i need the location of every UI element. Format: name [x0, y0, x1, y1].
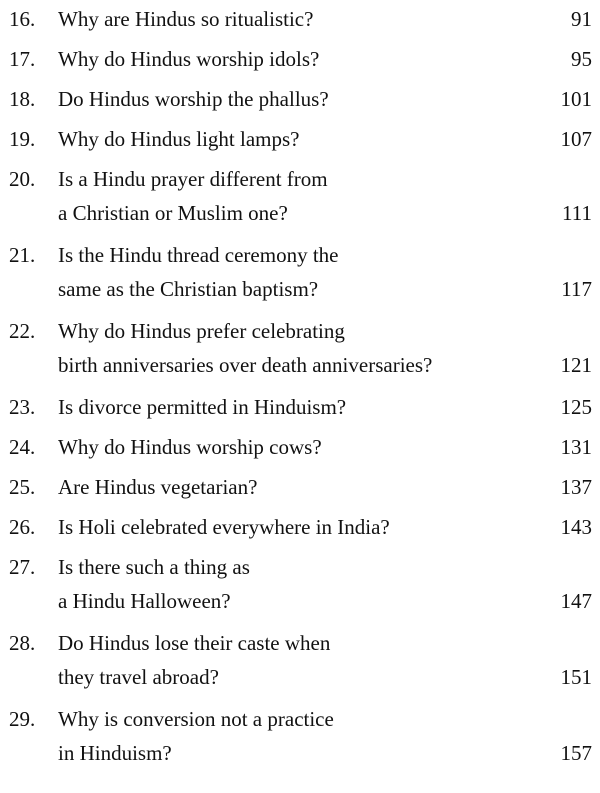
toc-entry-page-number: 101	[560, 87, 592, 111]
toc-entry-title	[58, 702, 518, 770]
toc-entry-number: 26.	[9, 515, 36, 539]
toc-entry-page-number: 95	[571, 47, 592, 71]
toc-entry-number: 18.	[9, 87, 36, 111]
toc-entry	[0, 702, 600, 778]
toc-entry-title	[58, 510, 518, 544]
toc-entry	[0, 238, 600, 314]
toc-entry-number: 28.	[9, 631, 36, 655]
toc-entry-number: 24.	[9, 435, 36, 459]
toc-entry-title	[58, 162, 518, 230]
toc-entry-number: 17.	[9, 47, 36, 71]
toc-entry	[0, 390, 600, 430]
toc-entry-title	[58, 626, 518, 694]
toc-entry-title	[58, 238, 518, 306]
toc-entry-page-number: 117	[561, 277, 592, 301]
toc-entry-title	[58, 314, 518, 382]
toc-entry-title-line: birth anniversaries over death anniversaries?	[58, 353, 433, 377]
toc-entry-title-line: they travel abroad?	[58, 665, 219, 689]
toc-entry-title-line: Why do Hindus light lamps?	[58, 127, 300, 151]
toc-entry	[0, 314, 600, 390]
toc-entry-page-number: 91	[571, 7, 592, 31]
toc-entry-title-line: Is divorce permitted in Hinduism?	[58, 395, 347, 419]
toc-entry-page-number: 121	[560, 353, 592, 377]
toc-entry-title-line: Why do Hindus worship idols?	[58, 47, 320, 71]
toc-entry-page-number: 137	[560, 475, 592, 499]
toc-entry-title-line: Why do Hindus worship cows?	[58, 435, 322, 459]
toc-entry-page-number: 143	[560, 515, 592, 539]
toc-entry-title	[58, 470, 518, 504]
toc-entry-page-number: 107	[560, 127, 592, 151]
toc-entry-number: 21.	[9, 243, 36, 267]
toc-entry	[0, 42, 600, 82]
toc-entry-page-number: 151	[560, 665, 592, 689]
toc-entry-title-line: Is there such a thing as	[58, 555, 250, 579]
toc-entry-title-line: in Hinduism?	[58, 741, 172, 765]
toc-entry	[0, 550, 600, 626]
toc-entry	[0, 2, 600, 42]
toc-entry	[0, 82, 600, 122]
toc-entry-number: 25.	[9, 475, 36, 499]
toc-entry	[0, 430, 600, 470]
toc-entry-title	[58, 550, 518, 618]
toc-entry-title-line: Why do Hindus prefer celebrating	[58, 319, 345, 343]
toc-entry-number: 23.	[9, 395, 36, 419]
toc-entry-title-line: Why are Hindus so ritualistic?	[58, 7, 314, 31]
toc-entry-title	[58, 82, 518, 116]
toc-entry-number: 20.	[9, 167, 36, 191]
toc-entry-title	[58, 42, 518, 76]
toc-entry-page-number: 131	[560, 435, 592, 459]
toc-entry-title	[58, 430, 518, 464]
toc-entry	[0, 122, 600, 162]
toc-entry-title-line: Are Hindus vegetarian?	[58, 475, 258, 499]
toc-entry-number: 27.	[9, 555, 36, 579]
toc-entry-title-line: Is a Hindu prayer different from	[58, 167, 328, 191]
toc-entry-title-line: Do Hindus worship the phallus?	[58, 87, 329, 111]
toc-entry	[0, 470, 600, 510]
toc-entry-page-number: 147	[560, 589, 592, 613]
toc-entry	[0, 162, 600, 238]
toc-entry-title-line: Why is conversion not a practice	[58, 707, 334, 731]
toc-entry-title-line: a Christian or Muslim one?	[58, 201, 288, 225]
toc-entry-title	[58, 390, 518, 424]
toc-entry-title	[58, 122, 518, 156]
toc-entry-page-number: 157	[560, 741, 592, 765]
toc-list	[0, 2, 600, 778]
toc-entry-number: 22.	[9, 319, 36, 343]
toc-entry-number: 19.	[9, 127, 36, 151]
toc-entry-title-line: same as the Christian baptism?	[58, 277, 319, 301]
toc-entry	[0, 510, 600, 550]
toc-entry-title	[58, 2, 518, 36]
toc-entry-number: 29.	[9, 707, 36, 731]
toc-entry-title-line: a Hindu Halloween?	[58, 589, 231, 613]
toc-entry-title-line: Is the Hindu thread ceremony the	[58, 243, 339, 267]
toc-entry-page-number: 111	[562, 201, 592, 225]
toc-entry-page-number: 125	[560, 395, 592, 419]
toc-entry-number: 16.	[9, 7, 36, 31]
toc-entry-title-line: Is Holi celebrated everywhere in India?	[58, 515, 390, 539]
toc-entry-title-line: Do Hindus lose their caste when	[58, 631, 331, 655]
toc-entry	[0, 626, 600, 702]
